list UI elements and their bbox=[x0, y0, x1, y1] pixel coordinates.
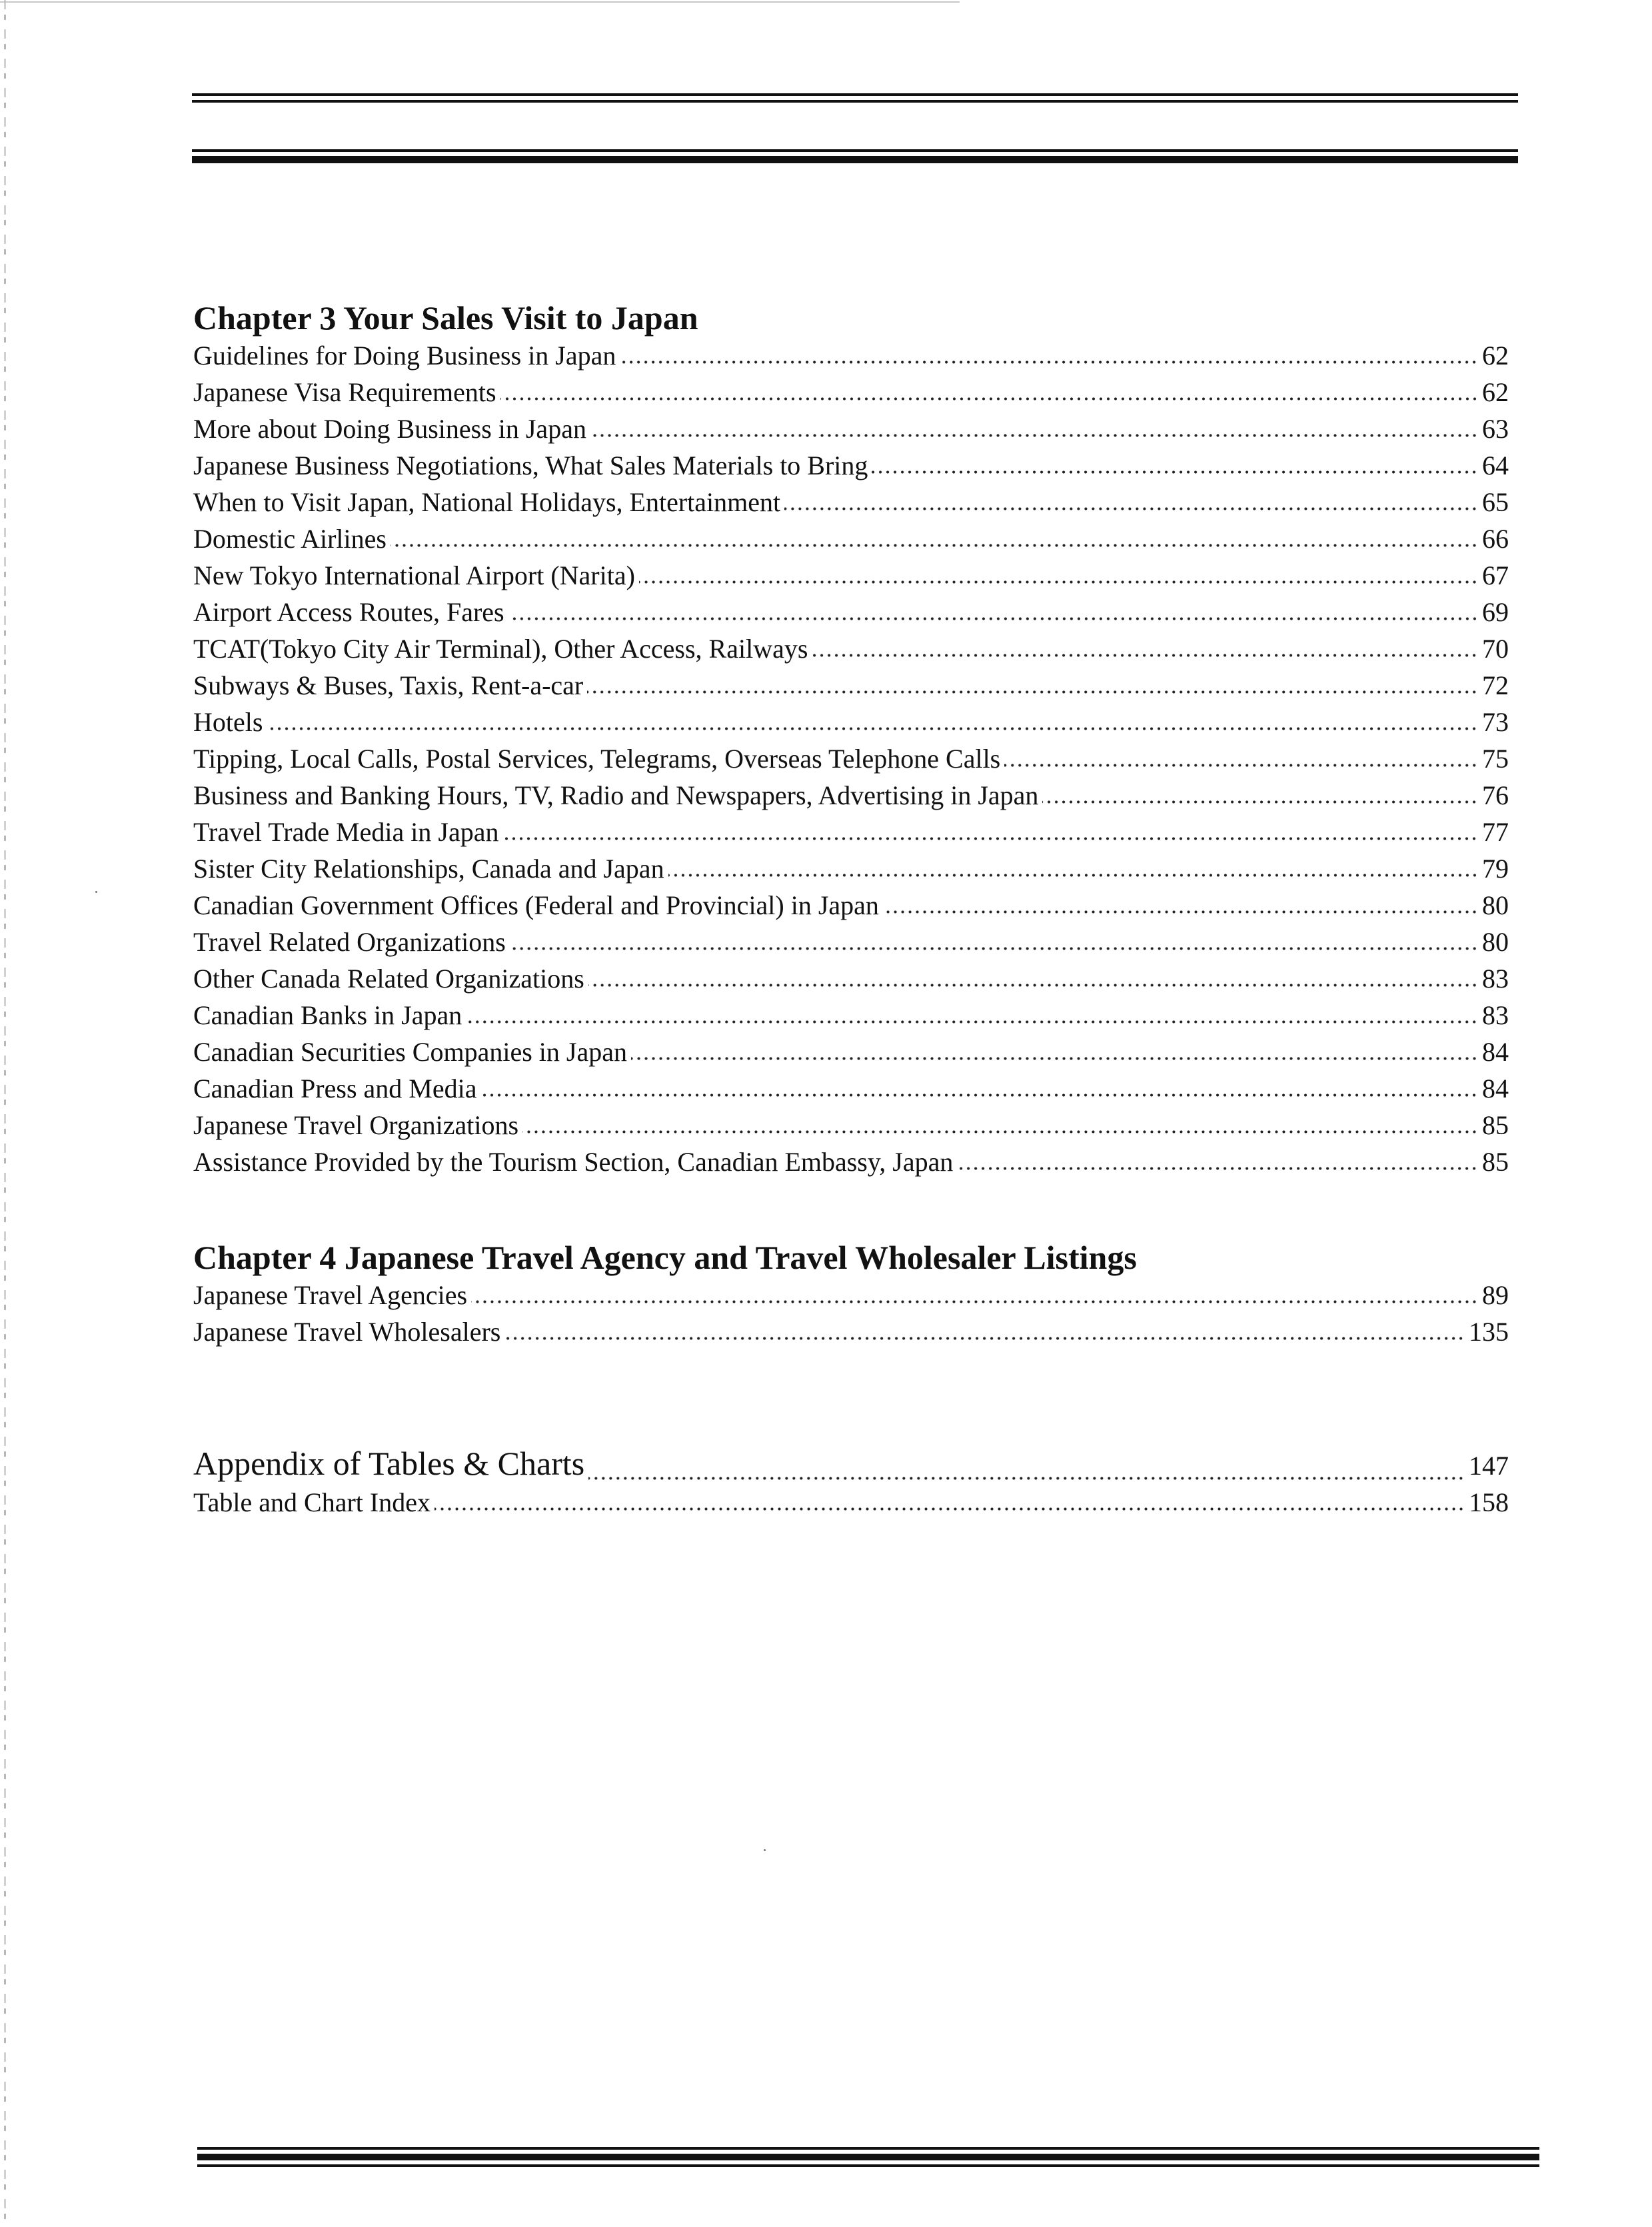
toc-entry-page: 66 bbox=[1482, 524, 1509, 554]
dot-leader bbox=[267, 724, 1478, 734]
dot-leader bbox=[957, 1164, 1478, 1173]
chapter-4-entries bbox=[193, 1277, 1509, 1350]
footer-rule-thick bbox=[197, 2154, 1539, 2160]
toc-entry bbox=[193, 447, 1509, 484]
toc-entry-label: Table and Chart Index bbox=[193, 1487, 430, 1517]
header-rule-thick bbox=[192, 156, 1518, 163]
dot-leader bbox=[504, 1334, 1465, 1343]
header-rule-thick bbox=[192, 149, 1518, 152]
toc-entry-page: 85 bbox=[1482, 1110, 1509, 1140]
dot-leader bbox=[434, 1505, 1465, 1514]
toc-entry-label: Travel Related Organizations bbox=[193, 927, 506, 957]
dot-leader bbox=[883, 908, 1478, 917]
toc-entry-label: Japanese Travel Agencies bbox=[193, 1280, 468, 1310]
toc-entry-page: 63 bbox=[1482, 414, 1509, 444]
toc-entry-label: Airport Access Routes, Fares bbox=[193, 597, 504, 627]
scan-speck bbox=[95, 891, 97, 893]
toc-entry-label: Assistance Provided by the Tourism Section, Canadian Embassy, Japan bbox=[193, 1147, 954, 1177]
toc-entry-label: Guidelines for Doing Business in Japan bbox=[193, 341, 616, 371]
toc-entry-label: Travel Trade Media in Japan bbox=[193, 817, 499, 847]
toc-entry bbox=[193, 410, 1509, 447]
dot-leader bbox=[639, 578, 1478, 587]
toc-entry-page: 80 bbox=[1482, 890, 1509, 920]
toc-entry-page: 83 bbox=[1482, 1000, 1509, 1030]
dot-leader bbox=[668, 871, 1478, 880]
toc-entry-page: 85 bbox=[1482, 1147, 1509, 1177]
toc-entry-page: 67 bbox=[1482, 560, 1509, 590]
header-rule-thin bbox=[192, 93, 1518, 96]
toc-entry bbox=[193, 337, 1509, 374]
dot-leader bbox=[784, 504, 1478, 514]
dot-leader bbox=[522, 1127, 1478, 1137]
chapter-4-title: Chapter 4 Japanese Travel Agency and Travel Wholesaler Listings bbox=[193, 1239, 1137, 1276]
toc-entry-label: Sister City Relationships, Canada and Japan bbox=[193, 854, 664, 884]
toc-entry-label: Japanese Travel Organizations bbox=[193, 1110, 519, 1140]
toc-entry bbox=[193, 484, 1509, 520]
dot-leader bbox=[391, 541, 1478, 550]
toc-entry-label: Japanese Travel Wholesalers bbox=[193, 1317, 501, 1347]
toc-entry-page: 83 bbox=[1482, 964, 1509, 994]
toc-entry-page: 158 bbox=[1469, 1487, 1509, 1517]
toc-entry-label: Subways & Buses, Taxis, Rent-a-car bbox=[193, 670, 584, 700]
appendix-heading-row bbox=[193, 1443, 1509, 1484]
dot-leader bbox=[510, 944, 1478, 954]
toc-entry-page: 69 bbox=[1482, 597, 1509, 627]
appendix-section bbox=[193, 1443, 1509, 1521]
toc-entry bbox=[193, 1070, 1509, 1107]
toc-entry-page: 70 bbox=[1482, 634, 1509, 664]
toc-entry-page: 62 bbox=[1482, 341, 1509, 371]
footer-rule-thin bbox=[197, 2164, 1539, 2167]
dot-leader bbox=[620, 358, 1478, 367]
toc-entry bbox=[193, 520, 1509, 557]
toc-entry bbox=[193, 1107, 1509, 1143]
dot-leader bbox=[480, 1091, 1478, 1100]
toc-entry bbox=[193, 1143, 1509, 1180]
toc-entry bbox=[193, 997, 1509, 1034]
toc-entry-page: 72 bbox=[1482, 670, 1509, 700]
toc-entry bbox=[193, 1034, 1509, 1070]
toc-entry-page: 65 bbox=[1482, 487, 1509, 517]
toc-entry bbox=[193, 960, 1509, 997]
toc-entry-label: Other Canada Related Organizations bbox=[193, 964, 584, 994]
dot-leader bbox=[508, 614, 1478, 624]
toc-entry bbox=[193, 850, 1509, 887]
dot-leader bbox=[812, 651, 1478, 660]
toc-entry-label: Canadian Banks in Japan bbox=[193, 1000, 462, 1030]
chapter-3-section bbox=[193, 299, 1509, 1180]
toc-entry-label: Business and Banking Hours, TV, Radio and Newspapers, Advertising in Japan bbox=[193, 780, 1039, 810]
dot-leader bbox=[587, 688, 1478, 697]
appendix-title: Appendix of Tables & Charts bbox=[193, 1445, 585, 1482]
chapter-4-section bbox=[193, 1238, 1509, 1350]
header-rule-thin bbox=[192, 100, 1518, 103]
appendix-page: 147 bbox=[1469, 1451, 1509, 1481]
toc-entry-page: 84 bbox=[1482, 1074, 1509, 1104]
toc-entry-page: 80 bbox=[1482, 927, 1509, 957]
dot-leader bbox=[631, 1054, 1478, 1064]
toc-entry-page: 73 bbox=[1482, 707, 1509, 737]
toc-entry-page: 77 bbox=[1482, 817, 1509, 847]
toc-entry bbox=[193, 777, 1509, 814]
dot-leader bbox=[502, 834, 1478, 844]
toc-entry bbox=[193, 594, 1509, 630]
dot-leader bbox=[590, 431, 1478, 440]
toc-entry bbox=[193, 1484, 1509, 1521]
toc-entry-label: Canadian Securities Companies in Japan bbox=[193, 1037, 627, 1067]
toc-entry-page: 89 bbox=[1482, 1280, 1509, 1310]
toc-entry-label: Canadian Press and Media bbox=[193, 1074, 477, 1104]
toc-entry-page: 62 bbox=[1482, 377, 1509, 407]
toc-entry-label: Japanese Business Negotiations, What Sales Materials to Bring bbox=[193, 450, 868, 480]
toc-entry bbox=[193, 1313, 1509, 1350]
chapter-3-entries bbox=[193, 337, 1509, 1180]
toc-entry-label: When to Visit Japan, National Holidays, Entertainment bbox=[193, 487, 781, 517]
dot-leader bbox=[1004, 761, 1478, 770]
toc-entry-page: 75 bbox=[1482, 744, 1509, 774]
toc-entry-label: Tipping, Local Calls, Postal Services, Telegrams, Overseas Telephone Calls bbox=[193, 744, 1001, 774]
scan-top-edge bbox=[0, 1, 960, 3]
toc-entry-page: 64 bbox=[1482, 450, 1509, 480]
dot-leader bbox=[500, 394, 1478, 404]
dot-leader bbox=[588, 1473, 1465, 1483]
toc-entry bbox=[193, 704, 1509, 740]
toc-entry-label: TCAT(Tokyo City Air Terminal), Other Access, Railways bbox=[193, 634, 808, 664]
dot-leader bbox=[588, 981, 1478, 990]
toc-entry-label: New Tokyo International Airport (Narita) bbox=[193, 560, 635, 590]
toc-entry-page: 84 bbox=[1482, 1037, 1509, 1067]
toc-entry bbox=[193, 924, 1509, 960]
toc-entry bbox=[193, 374, 1509, 410]
dot-leader bbox=[471, 1297, 1478, 1307]
toc-entry-label: Canadian Government Offices (Federal and Provincial) in Japan bbox=[193, 890, 879, 920]
toc-entry-label: Japanese Visa Requirements bbox=[193, 377, 496, 407]
toc-entry bbox=[193, 740, 1509, 777]
toc-entry-label: Hotels bbox=[193, 707, 263, 737]
dot-leader bbox=[466, 1018, 1478, 1027]
toc-entry-page: 76 bbox=[1482, 780, 1509, 810]
toc-entry bbox=[193, 557, 1509, 594]
dot-leader bbox=[872, 468, 1478, 477]
toc-entry-label: More about Doing Business in Japan bbox=[193, 414, 586, 444]
toc-entry-label: Domestic Airlines bbox=[193, 524, 387, 554]
toc-entry bbox=[193, 814, 1509, 850]
scan-speck bbox=[764, 1849, 766, 1851]
dot-leader bbox=[1042, 798, 1478, 807]
chapter-3-title: Chapter 3 Your Sales Visit to Japan bbox=[193, 299, 698, 337]
footer-rule-thin bbox=[197, 2147, 1539, 2150]
toc-entry bbox=[193, 630, 1509, 667]
toc-entry bbox=[193, 887, 1509, 924]
scan-left-edge bbox=[4, 0, 6, 2227]
toc-entry-page: 79 bbox=[1482, 854, 1509, 884]
toc-entry-page: 135 bbox=[1469, 1317, 1509, 1347]
toc-entry bbox=[193, 667, 1509, 704]
toc-entry bbox=[193, 1277, 1509, 1313]
